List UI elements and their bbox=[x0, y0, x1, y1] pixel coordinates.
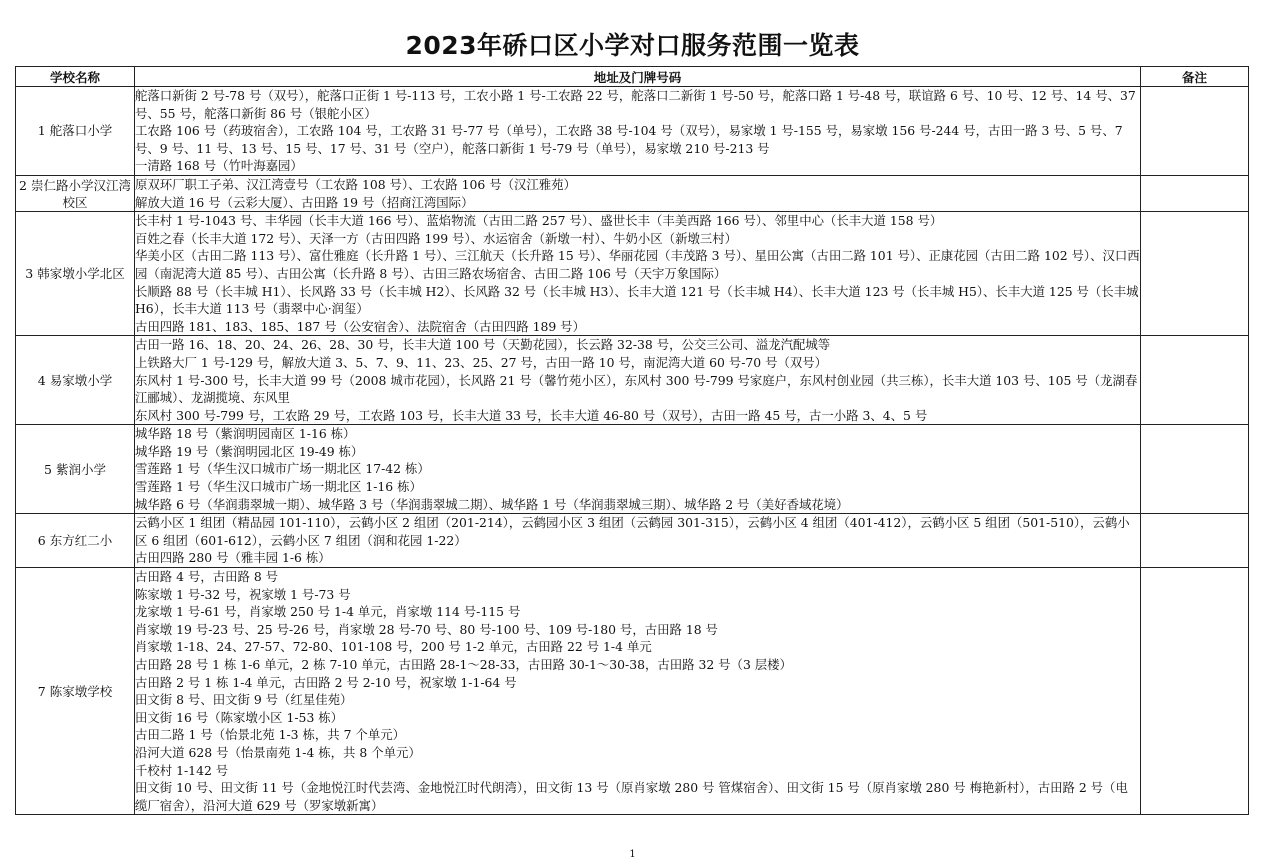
address-line: 长顺路 88 号（长丰城 H1）、长风路 33 号（长丰城 H2）、长风路 32 号（长丰城 H3）、长丰大道 121 号（长丰城 H4）、长丰大道 123 号（长丰城 H5）、长丰大道 125 号（长丰城 H6），长丰大道 113 号（翡翠中心·润玺） bbox=[135, 283, 1139, 317]
address-line: 田文街 16 号（陈家墩小区 1-53 栋） bbox=[135, 709, 344, 725]
address-line: 陈家墩 1 号-32 号，祝家墩 1 号-73 号 bbox=[135, 586, 351, 602]
address-cell bbox=[135, 568, 1141, 815]
remark-cell bbox=[1141, 87, 1249, 176]
address-line: 城华路 18 号（紫润明园南区 1-16 栋） bbox=[135, 426, 356, 442]
address-line: 肖家墩 1-18、24、27-57、72-80、101-108 号，200 号 1-2 单元，古田路 22 号 1-4 单元 bbox=[135, 639, 652, 655]
table-row bbox=[16, 175, 1249, 211]
address-line: 古田路 28 号 1 栋 1-6 单元，2 栋 7-10 单元，古田路 28-1～28-33，古田路 30-1～30-38，古田路 32 号（3 层楼） bbox=[135, 657, 792, 672]
address-line: 千校村 1-142 号 bbox=[135, 762, 229, 778]
table-row bbox=[16, 568, 1249, 815]
address-line: 云鹤小区 1 组团（精品园 101-110），云鹤小区 2 组团（201-214），云鹤园小区 3 组团（云鹤园 301-315），云鹤小区 4 组团（401-412），云鹤小区 5 组团（501-510），云鹤小区 6 组团（601-612），云鹤小区 7 组团（润和花园 1-22） bbox=[135, 515, 1130, 548]
address-line: 城华路 6 号（华润翡翠城一期）、城华路 3 号（华润翡翠城二期）、城华路 1 号（华润翡翠城三期）、城华路 2 号（美好香域花境） bbox=[135, 496, 849, 512]
address-line: 长丰村 1 号-1043 号、丰华园（长丰大道 166 号）、蓝焰物流（古田二路 257 号）、盛世长丰（丰美西路 166 号）、邻里中心（长丰大道 158 号） bbox=[135, 213, 943, 229]
document-title: 2023年硚口区小学对口服务范围一览表 bbox=[405, 31, 860, 60]
school-name-cell: 6 东方红二小 bbox=[16, 514, 135, 568]
address-line: 古田一路 16、18、20、24、26、28、30 号，长丰大道 100 号（天勤花园），长云路 32-38 号，公交三公司、溢龙汽配城等 bbox=[135, 337, 831, 353]
remark-cell bbox=[1141, 425, 1249, 514]
address-cell bbox=[135, 175, 1141, 211]
remark-cell bbox=[1141, 514, 1249, 568]
address-line: 古田四路 181、183、185、187 号（公安宿舍）、法院宿舍（古田四路 189 号） bbox=[135, 318, 585, 334]
remark-cell bbox=[1141, 336, 1249, 425]
address-line: 田文街 10 号、田文街 11 号（金地悦江时代芸湾、金地悦江时代朗湾），田文街 13 号（原肖家墩 280 号 管煤宿舍）、田文街 15 号（原肖家墩 280 号 梅艳新村），古田路 2 号（电缆厂宿舍），沿河大道 629 号（罗家墩新寓） bbox=[135, 780, 1128, 813]
school-name-cell: 1 舵落口小学 bbox=[16, 87, 135, 176]
header-address: 地址及门牌号码 bbox=[135, 67, 1141, 87]
table-row bbox=[16, 425, 1249, 514]
header-school: 学校名称 bbox=[16, 67, 135, 87]
address-line: 龙家墩 1 号-61 号，肖家墩 250 号 1-4 单元，肖家墩 114 号-115 号 bbox=[135, 604, 521, 620]
school-name-cell: 4 易家墩小学 bbox=[16, 336, 135, 425]
address-line: 城华路 19 号（紫润明园北区 19-49 栋） bbox=[135, 443, 364, 459]
address-cell bbox=[135, 212, 1141, 336]
school-name-cell: 2 崇仁路小学汉江湾校区 bbox=[16, 175, 135, 211]
address-line: 解放大道 16 号（云彩大厦）、古田路 19 号（招商江湾国际） bbox=[135, 194, 474, 210]
address-line: 雪莲路 1 号（华生汉口城市广场一期北区 1-16 栋） bbox=[135, 479, 422, 495]
table-header-row bbox=[16, 67, 1249, 87]
address-line: 华美小区（古田二路 113 号）、富仕雅庭（长升路 1 号）、三江航天（长升路 15 号）、华丽花园（丰茂路 3 号）、星田公寓（古田二路 101 号）、正康花园（古田二路 102 号）、汉口西园（南泥湾大道 85 号）、古田公寓（长升路 8 号）、古田三路农场宿舍、古田二路 106 号（天宇万象国际） bbox=[135, 248, 1140, 281]
table-row bbox=[16, 212, 1249, 336]
address-line: 上铁路大厂 1 号-129 号，解放大道 3、5、7、9、11、23、25、27 号，古田一路 10 号，南泥湾大道 60 号-70 号（双号） bbox=[135, 354, 828, 370]
address-line: 雪莲路 1 号（华生汉口城市广场一期北区 17-42 栋） bbox=[135, 461, 430, 477]
address-line: 一清路 168 号（竹叶海嘉园） bbox=[135, 158, 303, 174]
header-remark: 备注 bbox=[1141, 67, 1249, 87]
address-cell bbox=[135, 514, 1141, 568]
address-line: 古田路 4 号，古田路 8 号 bbox=[135, 569, 279, 585]
address-line: 舵落口新街 2 号-78 号（双号），舵落口正街 1 号-113 号，工农小路 1 号-工农路 22 号，舵落口二新街 1 号-50 号，舵落口路 1 号-48 号，联谊路 6 号、10 号、12 号、14 号、37 号、55 号，舵落口新街 86 号（银舵小区） bbox=[135, 88, 1136, 121]
remark-cell bbox=[1141, 568, 1249, 815]
address-line: 古田四路 280 号（雅丰园 1-6 栋） bbox=[135, 550, 331, 566]
address-line: 东风村 300 号-799 号，工农路 29 号，工农路 103 号，长丰大道 33 号，长丰大道 46-80 号（双号），古田一路 45 号，古一小路 3、4、5 号 bbox=[135, 407, 928, 423]
school-name-cell: 3 韩家墩小学北区 bbox=[16, 212, 135, 336]
address-line: 沿河大道 628 号（怡景南苑 1-4 栋，共 8 个单元） bbox=[135, 744, 421, 760]
table-row bbox=[16, 336, 1249, 425]
address-line: 工农路 106 号（药玻宿舍），工农路 104 号，工农路 31 号-77 号（单号），工农路 38 号-104 号（双号），易家墩 1 号-155 号，易家墩 156 号-244 号，古田一路 3 号、5 号、7 号、9 号、11 号、13 号、15 号、17 号、31 号（空户），舵落口新街 1 号-79 号（单号），易家墩 210 号-213 号 bbox=[135, 123, 1123, 156]
address-cell bbox=[135, 336, 1141, 425]
address-line: 原双环厂职工子弟、汉江湾壹号（工农路 108 号）、工农路 106 号（汉江雅苑） bbox=[135, 176, 576, 192]
remark-cell bbox=[1141, 212, 1249, 336]
school-name-cell: 5 紫润小学 bbox=[16, 425, 135, 514]
address-cell bbox=[135, 425, 1141, 514]
address-line: 古田路 2 号 1 栋 1-4 单元，古田路 2 号 2-10 号，祝家墩 1-1-64 号 bbox=[135, 674, 517, 690]
address-line: 东风村 1 号-300 号，长丰大道 99 号（2008 城市花园），长风路 21 号（馨竹苑小区），东风村 300 号-799 号家庭户，东风村创业园（共三栋），长丰大道 103 号、105 号（龙湖春江郦城）、龙湖揽境、东风里 bbox=[135, 372, 1138, 406]
table-row bbox=[16, 87, 1249, 176]
address-line: 肖家墩 19 号-23 号、25 号-26 号，肖家墩 28 号-70 号、80 号-100 号、109 号-180 号，古田路 18 号 bbox=[135, 621, 718, 637]
address-line: 百姓之春（长丰大道 172 号）、天泽一方（古田四路 199 号）、水运宿舍（新墩一村）、牛奶小区（新墩三村） bbox=[135, 230, 738, 246]
table-body bbox=[16, 87, 1249, 815]
address-line: 古田二路 1 号（怡景北苑 1-3 栋，共 7 个单元） bbox=[135, 727, 405, 743]
page-number: 1 bbox=[629, 849, 636, 860]
service-area-table bbox=[15, 66, 1249, 815]
school-name-cell: 7 陈家墩学校 bbox=[16, 568, 135, 815]
address-line: 田文街 8 号、田文街 9 号（红星佳苑） bbox=[135, 692, 353, 708]
address-cell bbox=[135, 87, 1141, 176]
table-row bbox=[16, 514, 1249, 568]
remark-cell bbox=[1141, 175, 1249, 211]
